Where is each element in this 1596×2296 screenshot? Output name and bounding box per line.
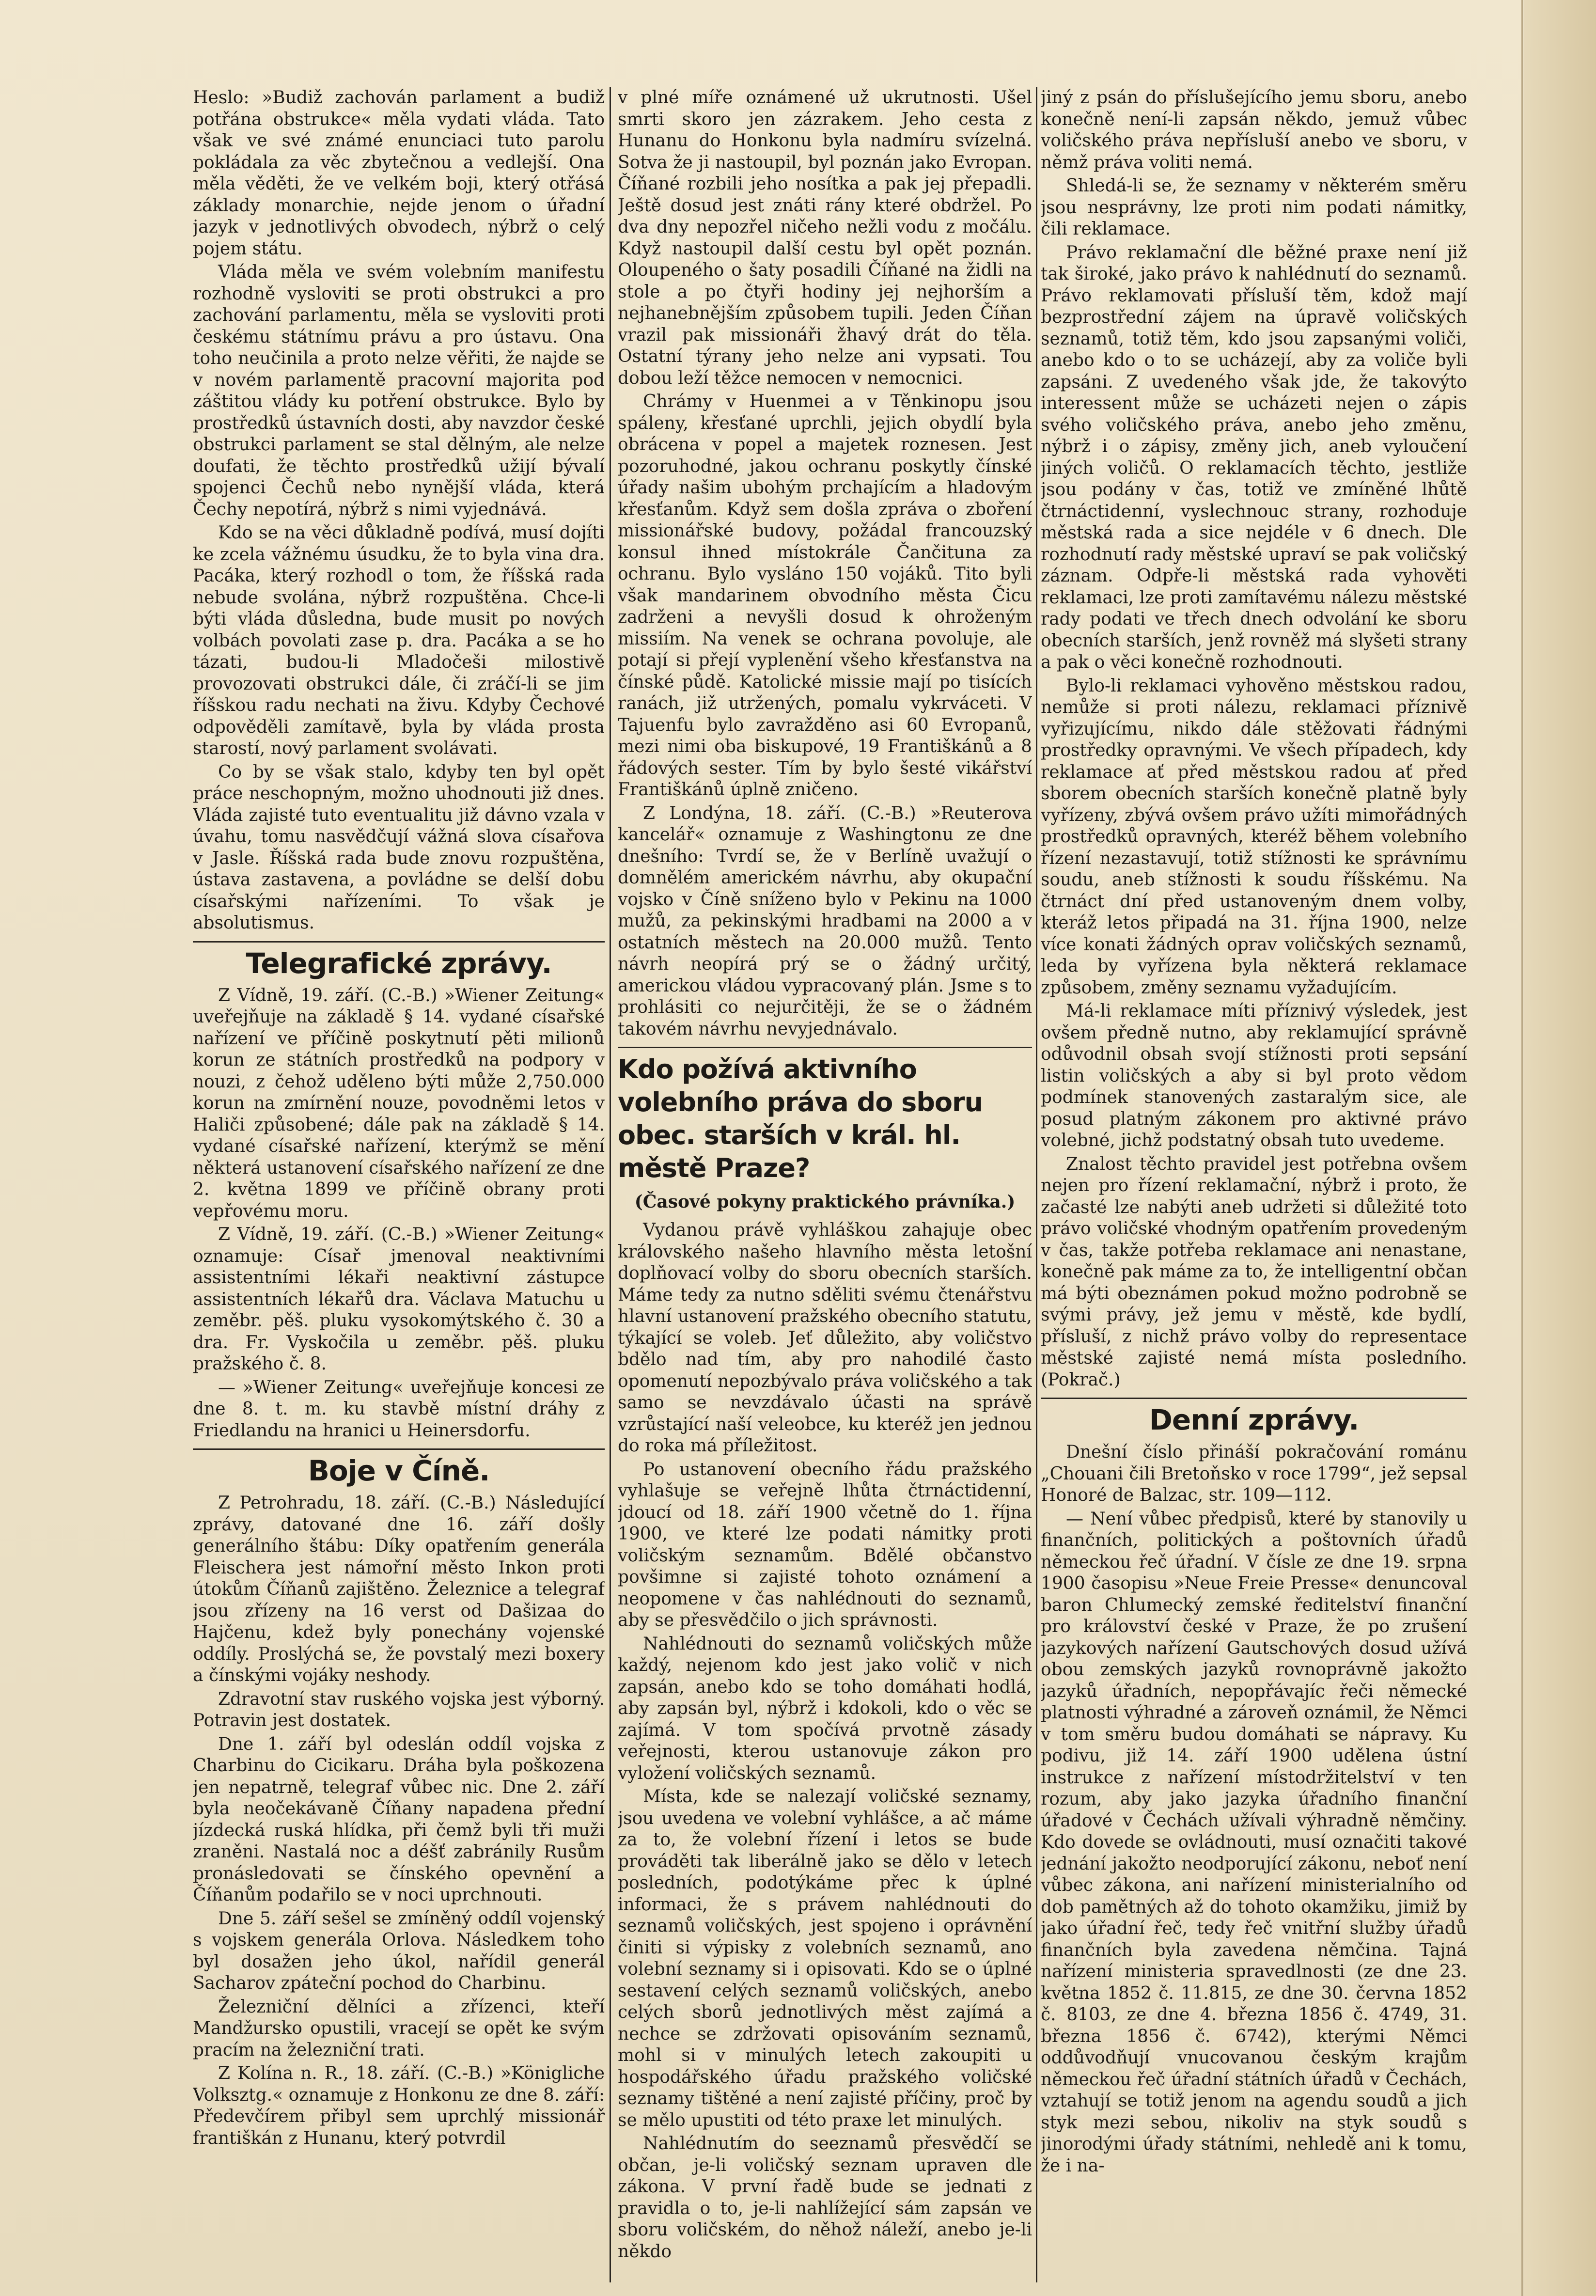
column-rule xyxy=(1036,87,1037,2282)
news-item: Dnešní číslo přináší pokračování románu „Chouani čili Bretoňsko v roce 1799“, jež sepsal Honoré de Balzac, str. 109—112. xyxy=(1041,1442,1467,1505)
article-paragraph: v plné míře oznámené už ukrutnosti. Ušel smrti skoro jen zázrakem. Jeho cesta z Hunanu do Honkonu byla nadmíru svízelná. Sotva že ji nastoupil, byl poznán jako Evropan. Číňané rozbili jeho nosítka a pak jej přepadli. Ještě dosud jest znáti rány které obdržel. Po dva dny nepozřel ničeho nežli vodu z močálu. Když nastoupil další cestu byl opět poznán. Oloupeného o šaty posadili Číňané na židli na stole a po čtyři hodiny jej nejhorším a nejhanebnějším způsobem tupili. Jeden Číňan vrazil pak missionáři žhavý drát do těla. Ostatní týrany jeho nelze ani vypsati. Tou dobou leží těžce nemocen v nemocnici. xyxy=(618,88,1032,388)
article-paragraph: Co by se však stalo, kdyby ten byl opět práce neschopným, možno uhodnouti již dnes. Vláda zajisté tuto eventualitu již dávno vzala v úvahu, tomu nasvědčují vážná slova císařova v Jasle. Říšská rada bude znovu rozpuštěna, ústava zastavena, a povládne se delší dobu císařskými nařízeními. To však je absolutismus. xyxy=(193,762,605,933)
article-paragraph: Místa, kde se nalezají voličské seznamy, jsou uvedena ve volební vyhlášce, a ač máme za to, že volební řízení i letos se bude prováděti tak liberálně jako se dělo v letech posledních, podotýkáme přec k úplné informaci, že s právem nahlédnouti do seznamů voličských, jest spojeno i oprávnění činiti si výpisky z volebních seznamů, ano volební seznamy si i opisovati. Kdo se o úplné sestavení celých seznamů voličských, anebo celých sborů jednotlivých měst zajímá a nechce se zdržovati opisováním seznamů, mohl si v minulých letech zakoupiti u hospodářského úřadu pražského voličské seznamy tištěné a není zajisté příčiny, proč by se mělo upustiti od této praxe let minulých. xyxy=(618,1787,1032,2130)
article-paragraph: Má-li reklamace míti příznivý výsledek, jest ovšem předně nutno, aby reklamující správně odůvodnil obsah svojí stížnosti proti sepsání listin voličských a aby si byl proto vědom podmínek stanovených zastaralým sice, ale posud platným zákonem pro aktivné právo volebné, jichž podstatný obsah tuto uvedeme. xyxy=(1041,1001,1467,1150)
article-paragraph: Znalost těchto pravidel jest potřebna ovšem nejen pro řízení reklamační, nýbrž i proto, že začasté lze nabýti aneb udržeti si důležité toto právo voličské vhodným opatřením provedeným v čas, takže potřeba reklamace ani nenastane, konečně pak máme za to, že intelligentní občan má býti obeznámen pokud možno podrobně se svými právy, jež jemu v městě, kde bydlí, přísluší, z nichž právo volby do representace městské zajisté nemá místa posledního. (Pokrač.) xyxy=(1041,1154,1467,1390)
article-paragraph: Shledá-li se, že seznamy v některém směru jsou nesprávny, lze proti nim podati námitky, čili reklamace. xyxy=(1041,176,1467,239)
article-paragraph: Heslo: »Budiž zachován parlament a budiž potřána obstrukce« měla vydati vláda. Tato však ve své známé enunciaci tuto parolu pokládala za věc zbytečnou a vedlejší. Ona měla věděti, že ve velkém boji, který otřásá základy monarchie, nejde jenom o úřadní jazyk v jednotlivých obvodech, nýbrž o celý pojem státu. xyxy=(193,88,605,259)
section-headline: Telegrafické zprávy. xyxy=(193,941,605,979)
column-rule xyxy=(610,87,611,2282)
news-item: — Není vůbec předpisů, které by stanovily u finančních, politických a poštovních úřadů německou řeč úřadní. V čísle ze dne 19. srpna 1900 časopisu »Neue Freie Presse« denuncoval baron Chlumecký zemské ředitelství finanční pro království české v Praze, že po zrušení jazykových nařízení Gautschových dosud užívá obou zemských jazyků rovnoprávně jakožto jazyků úřadních, nepopřávajíc řeči německé platnosti výhradné a zároveň oznámil, že Němci v tom směru budou domáhati se nápravy. Ku podivu, již 14. září 1900 udělena ústní instrukce z nařízení místodržitelství v ten rozum, aby jako jazyka úřadního finanční úřadové v Čechách užívali výhradně němčiny. Kdo dovede se ovládnouti, musí označiti takové jednání jakožto neodporující zákonu, neboť není vůbec zákona, ani nařízení ministerialního od dob pamětných až do tohoto okamžiku, jimiž by jako úřadní řeč, tedy řeč vnitřní služby úřadů finančních byla zavedena němčina. Tajná nařízení ministeria spravedlnosti (ze dne 23. května 1852 č. 11.815, ze dne 30. června 1852 č. 8103, ze dne 4. března 1856 č. 4749, 31. března 1856 č. 6742), kterými Němci oddůvodňují vnucovanou českým krajům německou řeč úřadní státních úřadů v Čechách, vztahují se totiž jenom na agendu soudů a jich styk mezi sebou, nikoliv na styk soudů s jinorodými úřady státními, nehledě ani k tomu, že i na- xyxy=(1041,1509,1467,2176)
article-paragraph: Vláda měla ve svém volebním manifestu rozhodně vysloviti se proti obstrukci a pro zachování parlamentu, měla se vysloviti proti českému státnímu právu a pro ústavu. Ona toho neučinila a proto nelze věřiti, že najde se v novém parlamentě pracovní majorita pod záštitou vlády ku potření obstrukce. Bylo by prostředků ústavních dosti, aby navzdor české obstrukci parlament se stal dělným, ale nelze doufati, že těchto prostředků užijí bývalí spojenci Čechů nebo nynější vláda, která Čechy nepotírá, nýbrž s nimi vyjednává. xyxy=(193,262,605,519)
article-paragraph: Právo reklamační dle běžné praxe není již tak široké, jako právo k nahlédnutí do seznamů. Právo reklamovati přísluší těm, kdož mají bezprostřední zájem na úpravě voličských seznamů, totiž těm, kdo jsou zapsanými voliči, anebo kdo o to se ucházejí, aby za voliče byli zapsáni. Z uvedeného však jde, že takovýto interessent může se ucházeti nejen o zápis svého voličského práva, anebo jeho změnu, nýbrž i o zápisy, změny jich, aneb vyloučení jiných voličů. O reklamacích těchto, jestliže jsou podány v čas, totiž ve zmíněné lhůtě čtrnáctidenní, vyslechnouc strany, rozhoduje městská rada a sice nejdéle v 6 dnech. Dle rozhodnutí rady městské upraví se pak voličský záznam. Odpře-li městská rada vyhověti reklamaci, lze proti zamítavému nálezu městské rady podati ve třech dnech odvolání ke sboru obecních starších, jenž rovněž má slyšeti strany a pak o věci konečně rozhodnouti. xyxy=(1041,242,1467,672)
section-subhead: (Časové pokyny praktického právníka.) xyxy=(634,1192,1016,1212)
article-paragraph: Vydanou právě vyhláškou zahajuje obec královského našeho hlavního města letošní doplňovací volby do sboru obecních starších. Máme tedy za nutno sděliti svému čtenářstvu hlavní ustanovení pražského obecního statutu, týkající se voleb. Jeť důležito, aby voličstvo bdělo nad tím, aby pro nahodilé často opomenutí nepozbývalo práva voličského a tak samo se nevzdávalo účasti na správě vzrůstající naší veleobce, ku kteréž jen jednou do roka má příležitost. xyxy=(618,1220,1032,1456)
article-paragraph: Bylo-li reklamaci vyhověno městskou radou, nemůže si proti nálezu, reklamaci příznivě vyřizujícímu, nikdo dále stěžovati řádnými prostředky opravnými. Ve všech případech, kdy reklamace ať před městskou radou ať před sborem obecních starších konečně platně byly vyřízeny, zbývá ovšem právo užíti mimořádných prostředků opravných, kteréž během volebního řízení nezastavují, totiž stížnosti ke správnímu soudu, aneb stížnosti k soudu říšskému. Na čtrnáct dní před ustanoveným dnem volby, kteráž letos připadá na 31. října 1900, nelze více konati žádných oprav voličských seznamů, leda by vyřízena byla některá reklamace způsobem, změny seznamu vyžadujícím. xyxy=(1041,676,1467,998)
news-item: Dne 1. září byl odeslán oddíl vojska z Charbinu do Cicikaru. Dráha byla poškozena jen nepatrně, telegraf vůbec nic. Dne 2. září byla neočekávaně Číňany napadena přední jízdecká ruská hlídka, při čemž byli tři muži zraněni. Nastalá noc a déšť zabránily Rusům pronásledovati se čínského opevnění a Číňanům podařilo se v noci uprchnouti. xyxy=(193,1734,605,1905)
news-item: Z Vídně, 19. září. (C.-B.) »Wiener Zeitung« uveřejňuje na základě § 14. vydané císařské nařízení ve příčině poskytnutí pěti milionů korun ze státních prostředků na podpory v nouzi, z čehož uděleno býti může 2,750.000 korun na zmírnění nouze, povodněmi letos v Haliči způsobené; dále pak na základě § 14. vydané císařské nařízení, kterýmž se mění některá ustanovení císařského nařízení ze dne 2. května 1899 ve příčině obrany proti vepřovému moru. xyxy=(193,985,605,1221)
column-2 xyxy=(618,87,1032,2287)
news-item: Dne 5. září sešel se zmíněný oddíl vojenský s vojskem generála Orlova. Následkem toho byl dosažen jeho úkol, nařídil generál Sacharov zpáteční pochod do Charbinu. xyxy=(193,1908,605,1993)
article-paragraph: Po ustanovení obecního řádu pražského vyhlašuje se veřejně lhůta čtrnáctidenní, jdoucí od 18. září 1900 včetně do 1. října 1900, ve které lze podati námitky proti voličským seznamům. Bdělé občanstvo povšimne si zajisté tohoto oznámení a neopomene v čas nahlédnouti do seznamů, aby se přesvědčilo o jich správnosti. xyxy=(618,1459,1032,1630)
article-paragraph: Nahlédnutím do seeznamů přesvědčí se občan, je-li voličský seznam upraven dle zákona. V první řadě bude se jednati z pravidla o to, je-li nahlížející sám zapsán ve sboru voličském, do něhož náleží, anebo je-li někdo xyxy=(618,2134,1032,2262)
column-1 xyxy=(193,87,605,2287)
section-headline: Boje v Číně. xyxy=(193,1448,605,1487)
article-paragraph: Kdo se na věci důkladně podívá, musí dojíti ke zcela vážnému úsudku, že to byla vina dra. Pacáka, který rozhodl o tom, že říšská rada nebude svolána, nýbrž rozpuštěna. Chce-li býti vláda důsledna, bude musit po nových volbách povolati zase p. dra. Pacáka a se ho tázati, budou-li Mladočeši milostivě provozovati obstrukci dále, či zráčí-li se jim říšskou radu nechati na živu. Kdyby Čechové odpověděli zamítavě, byla by vláda prosta starostí, nový parlament svolávati. xyxy=(193,523,605,758)
article-paragraph: Chrámy v Huenmei a v Těnkinopu jsou spáleny, křesťané uprchli, jejich obydlí byla obrácena v popel a majetek roznesen. Jest pozoruhodné, jakou ochranu poskytly čínské úřady našim ubohým prchajícím a hladovým křesťanům. Když sem došla zpráva o zboření missionářské budovy, požádal francouzský konsul ihned místokrále Čančituna za ochranu. Bylo vysláno 150 vojáků. Tito byli však mandarinem obvodního města Čicu zadrženi a nevyšli dosud k ohroženým missiím. Na venek se ochrana povoluje, ale potají si přejí vyplenění všeho křesťanstva na čínské půdě. Katolické missie mají po tisících ranách, již utržených, pomalu vykrváceti. V Tajuenfu bylo zavražděno asi 60 Evropanů, mezi nimi oba biskupové, 19 Františkánů a 8 řádových sester. Tím by bylo šesté vikářství Františkánů úplně zničeno. xyxy=(618,392,1032,800)
news-item: Z Petrohradu, 18. září. (C.-B.) Následující zprávy, datované dne 16. září došly generálního štábu: Díky opatřením generála Fleischera jest námořní město Inkon proti útokům Číňanů zajištěno. Železnice a telegraf jsou zřízeny na 16 verst od Dašizaa do Hajčenu, kdež byly ponechány vojenské oddíly. Proslýchá se, že povstalý mezi boxery a čínskými vojáky neshody. xyxy=(193,1493,605,1685)
news-item: Zdravotní stav ruského vojska jest výborný. Potravin jest dostatek. xyxy=(193,1689,605,1730)
news-item: — »Wiener Zeitung« uveřejňuje koncesi ze dne 8. t. m. ku stavbě místní dráhy z Friedlandu na hranici u Heinersdorfu. xyxy=(193,1377,605,1441)
page-edge-line xyxy=(1521,0,1523,2296)
column-3 xyxy=(1041,87,1467,2287)
news-item: Železniční dělníci a zřízenci, kteří Mandžursko opustili, vracejí se opět ke svým pracím na železniční trati. xyxy=(193,1997,605,2060)
article-paragraph: jiný z psán do příslušejícího jemu sboru, anebo konečně není-li zapsán někdo, jemuž vůbec voličského práva nepřísluší anebo ve sboru, v němž práva voliti nemá. xyxy=(1041,88,1467,173)
page-margin-right xyxy=(1524,0,1596,2296)
news-item: Z Kolína n. R., 18. září. (C.-B.) »Königliche Volksztg.« oznamuje z Honkonu ze dne 8. září: Předevčírem přibyl sem uprchlý missionář františkán z Hunanu, který potvrdil xyxy=(193,2063,605,2148)
section-headline: Kdo požívá aktivního volebního práva do sboru obec. starších v král. hl. městě Praze? xyxy=(618,1047,1032,1185)
news-item: Z Londýna, 18. září. (C.-B.) »Reuterova kancelář« oznamuje z Washingtonu ze dne dnešního: Tvrdí se, že v Berlíně uvažují o domnělém americkém návrhu, aby okupační vojsko v Číně sníženo bylo v Pekinu na 1000 mužů, za pekinskými hradbami na 2000 a v ostatních městech na 20.000 mužů. Tento návrh neopírá prý se o žádný určitý, americkou vládou vypracovaný plán. Jsme s to prohlásiti co nejurčitěji, že se o žádném takovém návrhu nevyjednávalo. xyxy=(618,803,1032,1039)
news-item: Z Vídně, 19. září. (C.-B.) »Wiener Zeitung« oznamuje: Císař jmenoval neaktivními assistentními lékaři neaktivní zástupce assistentních lékařů dra. Václava Matuchu u zeměbr. pěš. pluku vysokomýtského č. 30 a dra. Fr. Vyskočila u zeměbr. pěš. pluku pražského č. 8. xyxy=(193,1225,605,1374)
section-headline: Denní zprávy. xyxy=(1041,1398,1467,1436)
article-paragraph: Nahlédnouti do seznamů voličských může každý, nejenom kdo jest jako volič v nich zapsán, anebo kdo se toho domáhati hodlá, aby zapsán byl, nýbrž i kdokoli, kdo o věc se zajímá. V tom spočívá prvotně zásady veřejnosti, kterou ustanovuje zákon pro vyložení voličských seznamů. xyxy=(618,1634,1032,1783)
